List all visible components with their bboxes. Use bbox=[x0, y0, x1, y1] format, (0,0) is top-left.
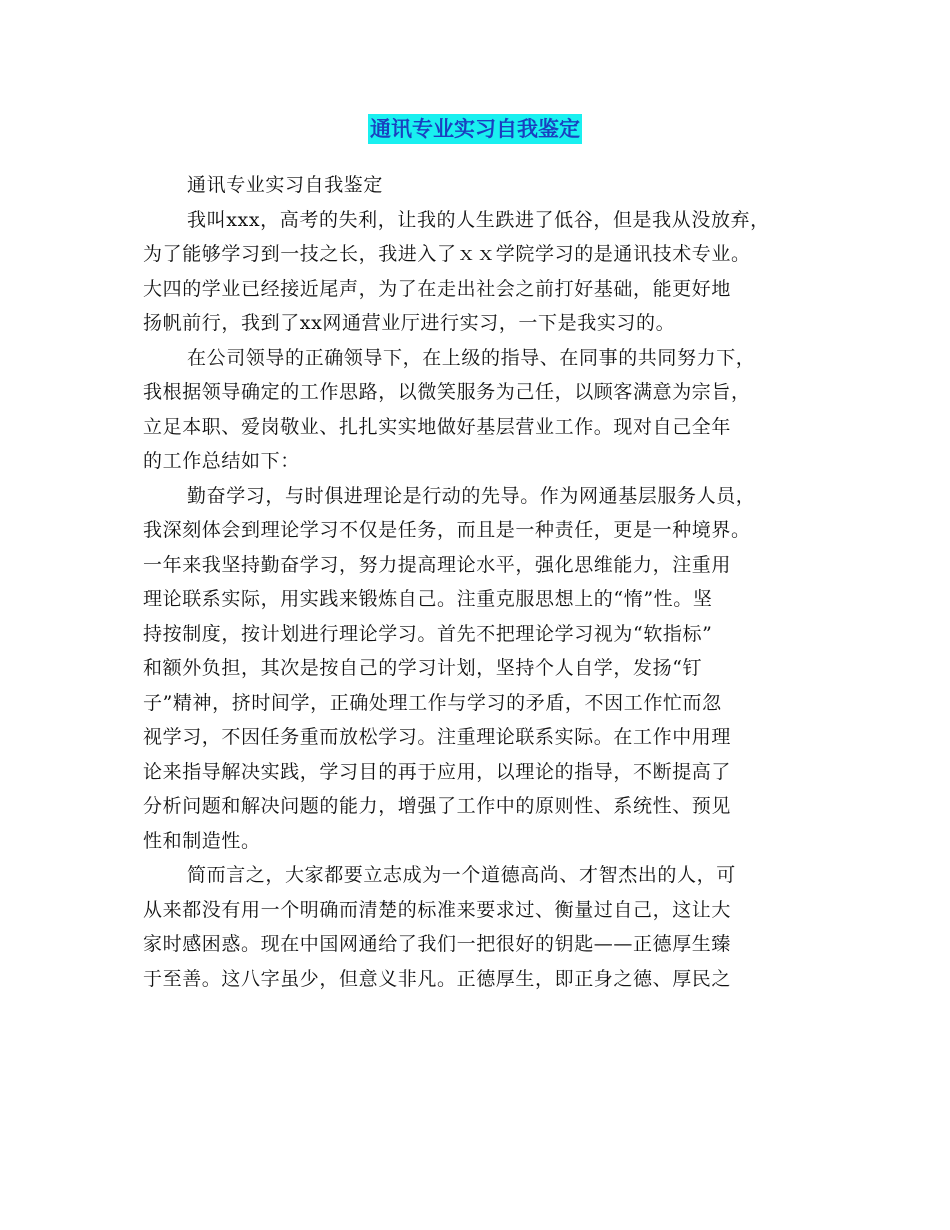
document-body bbox=[143, 168, 813, 996]
text-line: 在公司领导的正确领导下，在上级的指导、在同事的共同努力下， bbox=[187, 346, 756, 369]
text-line: 论来指导解决实践，学习目的再于应用，以理论的指导，不断提高了 bbox=[143, 760, 732, 783]
text-line: 持按制度，按计划进行理论学习。首先不把理论学习视为“软指标” bbox=[143, 622, 713, 645]
text-line: 我叫xxx，高考的失利，让我的人生跌进了低谷，但是我从没放弃， bbox=[187, 208, 770, 231]
text-line: 的工作总结如下： bbox=[143, 450, 300, 472]
text-line: 立足本职、爱岗敬业、扎扎实实地做好基层营业工作。现对自己全年 bbox=[143, 415, 732, 438]
text-line: 大四的学业已经接近尾声，为了在走出社会之前打好基础，能更好地 bbox=[143, 277, 732, 300]
text-line: 于至善。这八字虽少，但意义非凡。正德厚生，即正身之德、厚民之 bbox=[143, 967, 732, 990]
text-line: 通讯专业实习自我鉴定 bbox=[187, 174, 384, 196]
text-line: 从来都没有用一个明确而清楚的标准来要求过、衡量过自己，这让大 bbox=[143, 898, 732, 921]
text-line: 扬帆前行，我到了xx网通营业厅进行实习，一下是我实习的。 bbox=[143, 312, 676, 334]
text-line: 简而言之，大家都要立志成为一个道德高尚、才智杰出的人，可 bbox=[187, 864, 736, 886]
text-line: 理论联系实际，用实践来锻炼自己。注重克服思想上的“惰”性。坚 bbox=[143, 588, 713, 610]
text-line: 子”精神，挤时间学，正确处理工作与学习的矛盾，不因工作忙而忽 bbox=[143, 691, 722, 714]
text-line: 和额外负担，其次是按自己的学习计划，坚持个人自学，发扬“钉 bbox=[143, 657, 703, 679]
text-line: 一年来我坚持勤奋学习，努力提高理论水平，强化思维能力，注重用 bbox=[143, 553, 732, 576]
text-line: 我根据领导确定的工作思路，以微笑服务为己任，以顾客满意为宗旨， bbox=[143, 381, 751, 403]
text-line: 勤奋学习，与时俱进理论是行动的先导。作为网通基层服务人员， bbox=[187, 484, 756, 507]
document-title: 通讯专业实习自我鉴定 bbox=[368, 114, 582, 144]
text-line: 视学习，不因任务重而放松学习。注重理论联系实际。在工作中用理 bbox=[143, 726, 732, 748]
text-line: 家时感困惑。现在中国网通给了我们一把很好的钥匙——正德厚生臻 bbox=[143, 933, 732, 955]
text-line: 分析问题和解决问题的能力，增强了工作中的原则性、系统性、预见 bbox=[143, 795, 732, 817]
text-line: 性和制造性。 bbox=[143, 829, 261, 852]
text-line: 为了能够学习到一技之长，我进入了ｘｘ学院学习的是通讯技术专业。 bbox=[143, 243, 751, 265]
text-line: 我深刻体会到理论学习不仅是任务，而且是一种责任，更是一种境界。 bbox=[143, 519, 751, 541]
title-row bbox=[0, 114, 950, 144]
